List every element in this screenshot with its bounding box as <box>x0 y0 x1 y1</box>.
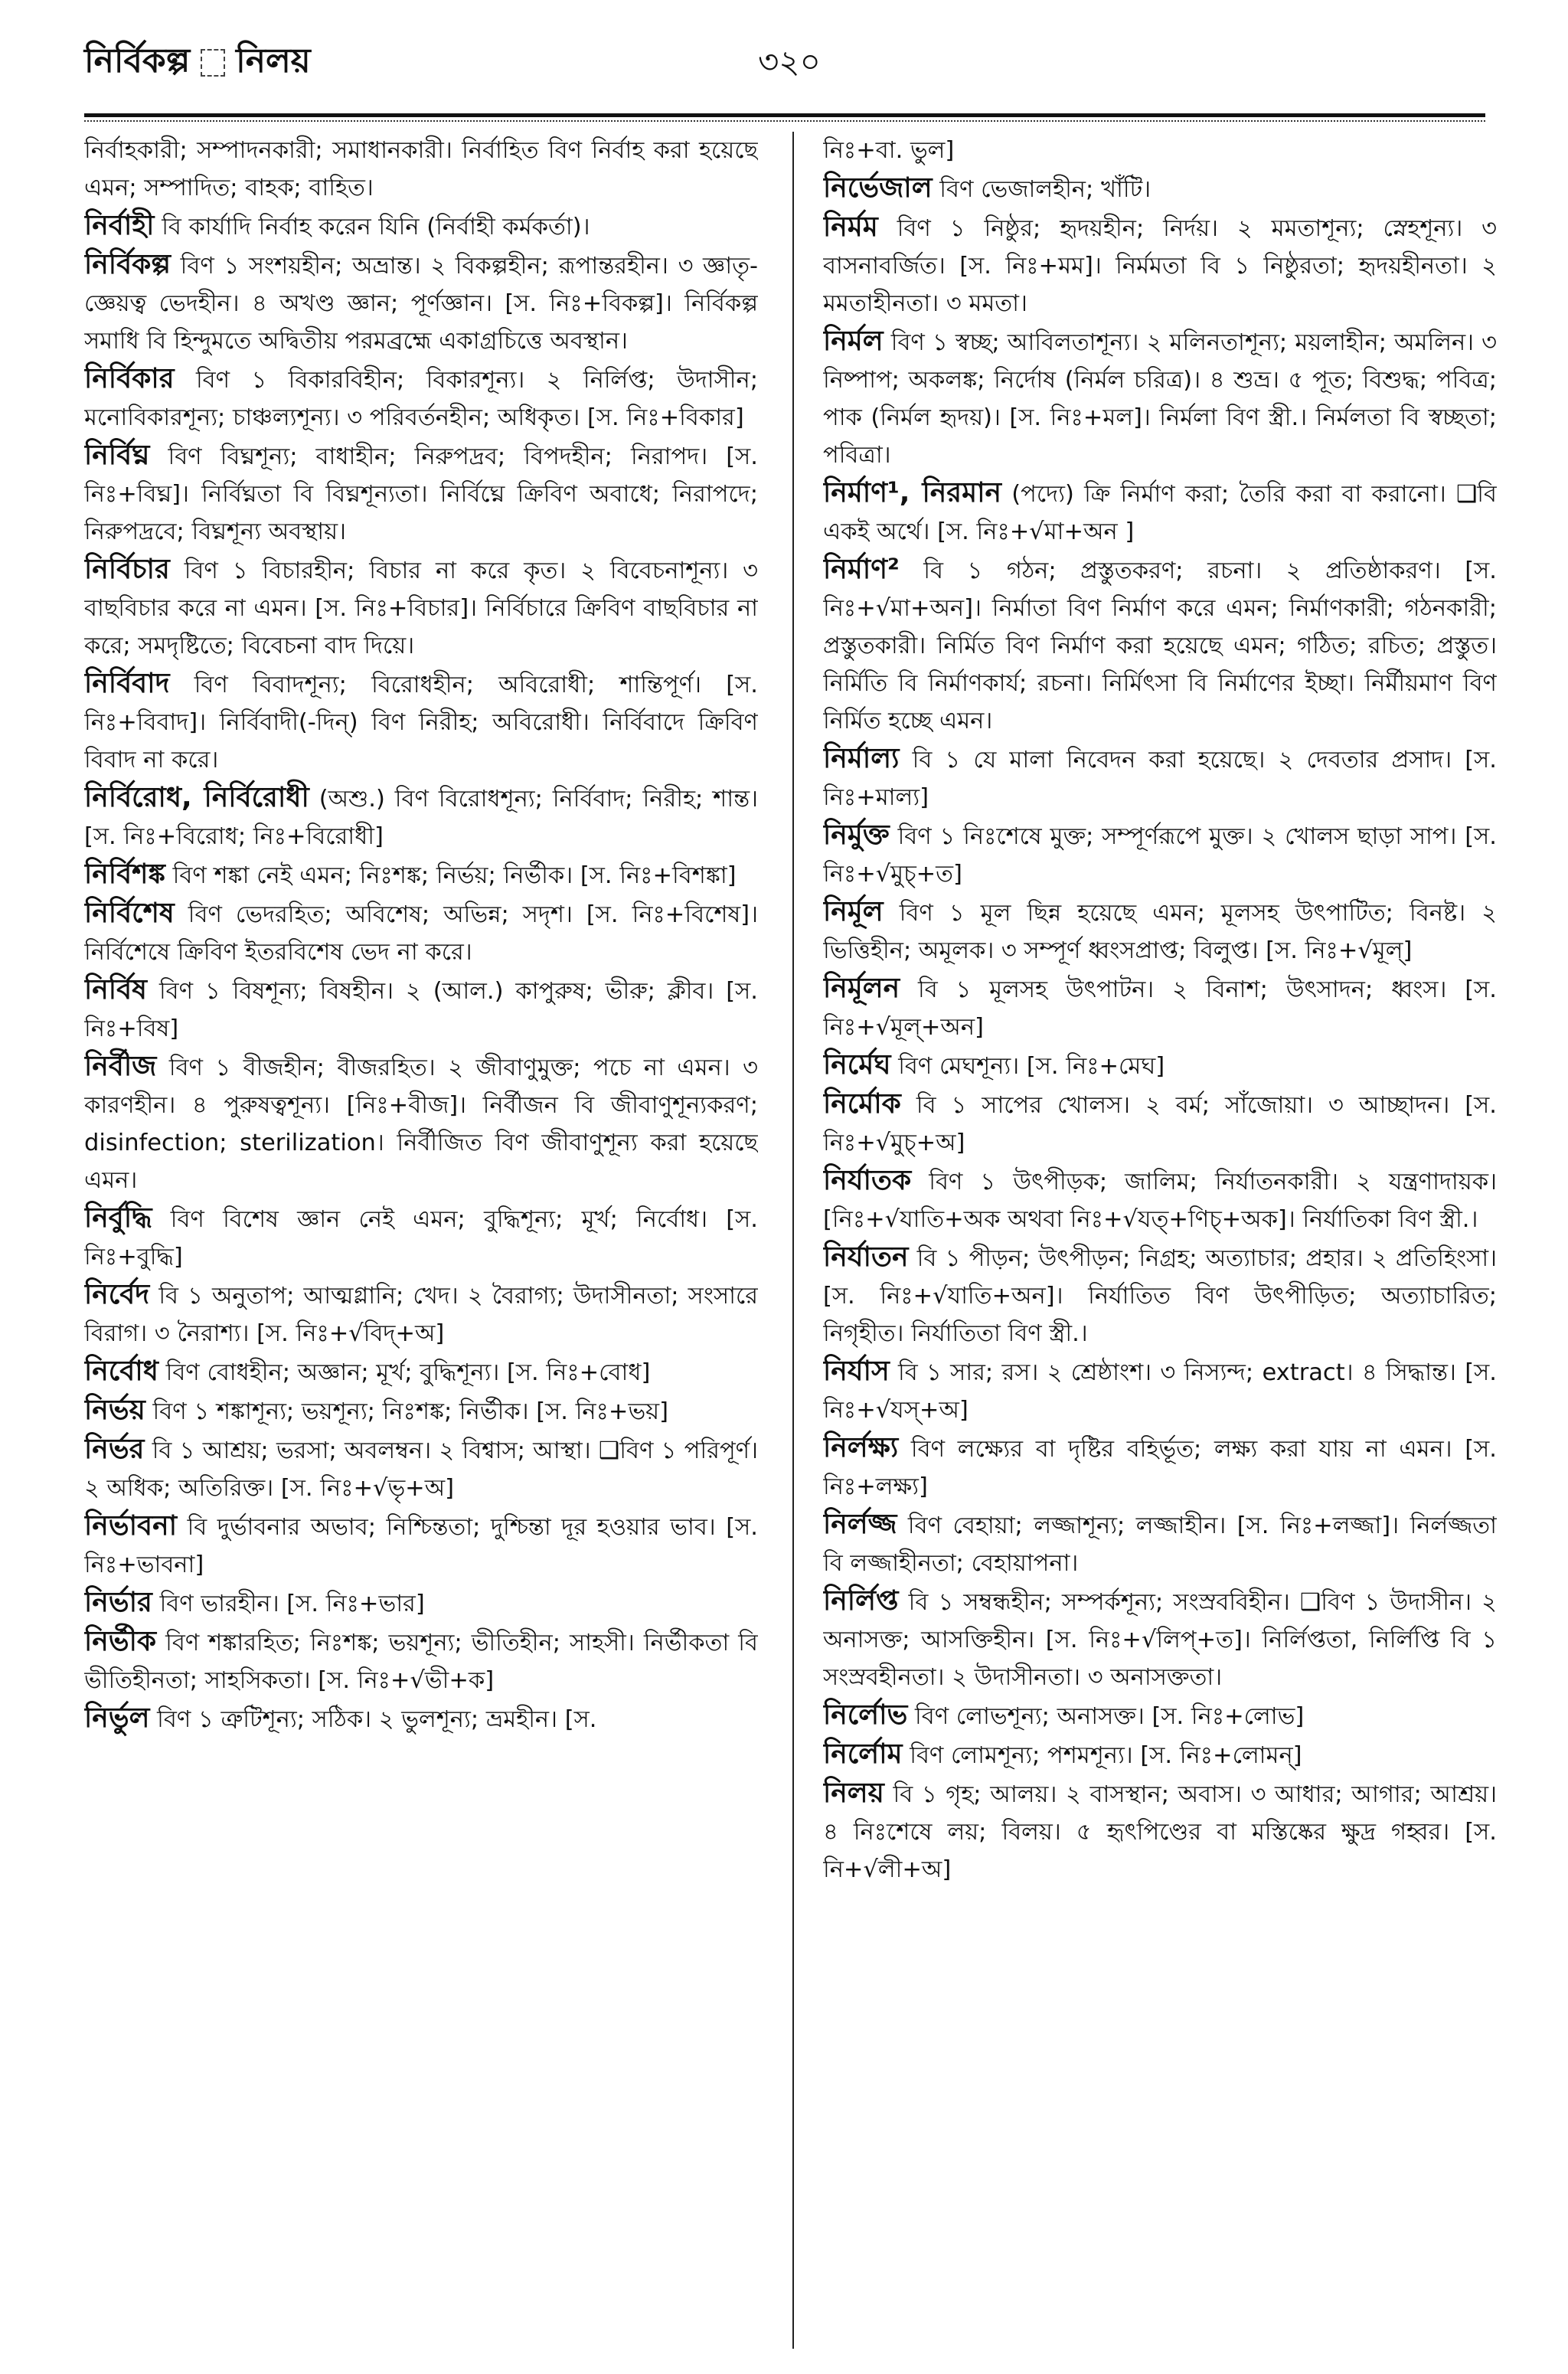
entry-headword: নির্মূল <box>823 896 884 927</box>
page-number: ৩২০ <box>758 43 821 80</box>
entry-definition: বিণ ১ শঙ্কাশূন্য; ভয়শূন্য; নিঃশঙ্ক; নির্ভীক। [স. নিঃ+ভয়] <box>152 1398 669 1425</box>
entry-definition: নিঃ+বা. ভুল] <box>823 137 955 164</box>
entry-definition: বি ১ পীড়ন; উৎপীড়ন; নিগ্রহ; অত্যাচার; প্রহার। ২ প্রতিহিংসা। [স. নিঃ+√যাতি+অন]। নির্যাতিত বিণ উৎপীড়িত; অত্যাচারিত; নিগৃহীত। নির্যাতিতা বিণ স্ত্রী.। <box>823 1245 1497 1347</box>
dictionary-entry <box>823 1162 1497 1238</box>
guide-word-first: নির্বিকল্প <box>84 41 191 80</box>
dictionary-entry <box>84 894 758 971</box>
entry-headword: নির্ভুল <box>84 1702 150 1734</box>
entry-definition: বি ১ গৃহ; আলয়। ২ বাসস্থান; অবাস। ৩ আধার; আগার; আশ্রয়। ৪ নিঃশেষে লয়; বিলয়। ৫ হৃৎপিণ্ডের বা মস্তিষ্কের ক্ষুদ্র গহ্বর। [স. নি+√লী+অ] <box>823 1781 1497 1883</box>
entry-definition: (পদ্যে) ক্রি নির্মাণ করা; তৈরি করা বা করানো। ❑বি একই অর্থে। [স. নিঃ+√মা+অন ] <box>823 481 1497 545</box>
entry-definition: বিণ মেঘশূন্য। [স. নিঃ+মেঘ] <box>898 1053 1165 1080</box>
dictionary-entry <box>823 1046 1497 1085</box>
dictionary-entry <box>84 1276 758 1352</box>
entry-definition: বি ১ সার; রস। ২ শ্রেষ্ঠাংশ। ৩ নিস্যন্দ; extract। ৪ সিদ্ধান্ত। [স. নিঃ+√যস্+অ] <box>823 1359 1497 1424</box>
entry-definition: (অশু.) বিণ বিরোধশূন্য; নির্বিবাদ; নিরীহ; শান্ত। [স. নিঃ+বিরোধ; নিঃ+বিরোধী] <box>84 786 758 850</box>
entry-definition: বিণ ১ বিকারবিহীন; বিকারশূন্য। ২ নির্লিপ্ত; উদাসীন; মনোবিকারশূন্য; চাঞ্চল্যশূন্য। ৩ পরিবর্তনহীন; অধিকৃত। [স. নিঃ+বিকার] <box>84 367 758 431</box>
dictionary-entry <box>823 208 1497 322</box>
entry-headword: নির্ভার <box>84 1587 152 1618</box>
dictionary-entry <box>84 1391 758 1431</box>
dictionary-entry <box>823 169 1497 208</box>
entry-definition: বিণ লক্ষ্যের বা দৃষ্টির বহির্ভূত; লক্ষ্য করা যায় না এমন। [স. নিঃ+লক্ষ্য] <box>823 1436 1497 1500</box>
dictionary-entry <box>84 207 758 246</box>
entry-headword: নির্ভর <box>84 1434 145 1465</box>
dictionary-entry <box>84 1507 758 1584</box>
entry-definition: বি ১ অনুতাপ; আত্মগ্লানি; খেদ। ২ বৈরাগ্য; উদাসীনতা; সংসারে বিরাগ। ৩ নৈরাশ্য। [স. নিঃ+√বিদ্+অ] <box>84 1283 758 1347</box>
entry-headword: নির্বুদ্ধি <box>84 1202 152 1234</box>
dictionary-entry <box>823 1238 1497 1352</box>
dictionary-entry <box>823 1352 1497 1429</box>
entry-definition: বিণ ভারহীন। [স. নিঃ+ভার] <box>159 1591 425 1617</box>
entry-headword: নির্ভয় <box>84 1395 145 1426</box>
entry-definition: বি ১ যে মালা নিবেদন করা হয়েছে। ২ দেবতার প্রসাদ। [স. নিঃ+মাল্য] <box>823 747 1497 811</box>
right-column <box>823 132 1497 2349</box>
entry-definition: বিণ ১ সংশয়হীন; অভ্রান্ত। ২ বিকল্পহীন; রূপান্তরহীন। ৩ জ্ঞাতৃ-জ্ঞেয়ত্ব ভেদহীন। ৪ অখণ্ড জ্ঞান; পূর্ণজ্ঞান। [স. নিঃ+বিকল্প]। নির্বিকল্প সমাধি বি হিন্দুমতে অদ্বিতীয় পরমব্রহ্মে একাগ্রচিত্তে অবস্থান। <box>84 253 758 355</box>
entry-headword: নির্বেদ <box>84 1279 150 1310</box>
entry-definition: বিণ ১ মূল ছিন্ন হয়েছে এমন; মূলসহ উৎপাটিত; বিনষ্ট। ২ ভিত্তিহীন; অমূলক। ৩ সম্পূর্ণ ধ্বংসপ্রাপ্ত; বিলুপ্ত। [স. নিঃ+√মূল্] <box>823 900 1497 964</box>
dictionary-entry <box>84 665 758 779</box>
entry-definition: বিণ ১ উৎপীড়ক; জালিম; নির্যাতনকারী। ২ যন্ত্রণাদায়ক। [নিঃ+√যাতি+অক অথবা নিঃ+√যত্+ণিচ্+অক]। নির্যাতিকা বিণ স্ত্রী.। <box>823 1169 1497 1233</box>
dictionary-entry <box>823 1735 1497 1774</box>
entry-definition: বিণ শঙ্কারহিত; নিঃশঙ্ক; ভয়শূন্য; ভীতিহীন; সাহসী। নির্ভীকতা বি ভীতিহীনতা; সাহসিকতা। [স. নিঃ+√ভী+ক] <box>84 1630 758 1694</box>
entry-headword: নির্ভাবনা <box>84 1510 178 1542</box>
entry-headword: নির্ভেজাল <box>823 172 933 204</box>
entry-headword: নির্বিষ <box>84 974 147 1006</box>
entry-definition: বিণ ১ বিচারহীন; বিচার না করে কৃত। ২ বিবেচনাশূন্য। ৩ বাছবিচার করে না এমন। [স. নিঃ+বিচার]। নির্বিচারে ক্রিবিণ বাছবিচার না করে; সমদৃষ্টিতে; বিবেচনা বাদ দিয়ে। <box>84 558 758 659</box>
entry-definition: নির্বাহকারী; সম্পাদনকারী; সমাধানকারী। নির্বাহিত বিণ নির্বাহ করা হয়েছে এমন; সম্পাদিত; বাহক; বাহিত। <box>84 137 758 201</box>
entry-definition: বি ১ মূলসহ উৎপাটন। ২ বিনাশ; উৎসাদন; ধ্বংস। [স. নিঃ+√মূল্+অন] <box>823 976 1497 1041</box>
entry-definition: বিণ ১ ত্রুটিশূন্য; সঠিক। ২ ভুলশূন্য; ভ্রমহীন। [স. <box>157 1706 597 1733</box>
dictionary-entry <box>84 246 758 360</box>
dictionary-entry <box>823 1429 1497 1506</box>
entry-definition: বি ১ আশ্রয়; ভরসা; অবলম্বন। ২ বিশ্বাস; আস্থা। ❑বিণ ১ পরিপূর্ণ। ২ অধিক; অতিরিক্ত। [স. নিঃ+√ভৃ+অ] <box>84 1437 758 1502</box>
entry-definition: বিণ বিঘ্নশূন্য; বাধাহীন; নিরুপদ্রব; বিপদহীন; নিরাপদ। [স. নিঃ+বিঘ্ন]। নির্বিঘ্নতা বি বিঘ্নশূন্যতা। নির্বিঘ্নে ক্রিবিণ অবাধে; নিরাপদে; নিরুপদ্রবে; বিঘ্নশূন্য অবস্থায়। <box>84 443 758 545</box>
entry-definition: বি ১ গঠন; প্রস্তুতকরণ; রচনা। ২ প্রতিষ্ঠাকরণ। [স. নিঃ+√মা+অন]। নির্মাতা বিণ নির্মাণ করে এমন; নির্মাণকারী; গঠনকারী; প্রস্তুতকারী। নির্মিত বিণ নির্মাণ করা হয়েছে এমন; গঠিত; রচিত; প্রস্তুত। নির্মিতি বি নির্মাণকার্য; রচনা। নির্মিৎসা বি নির্মাণের ইচ্ছা। নির্মীয়মাণ বিণ নির্মিত হচ্ছে এমন। <box>823 558 1497 734</box>
entry-headword: নির্বিচার <box>84 554 170 585</box>
entry-definition: বিণ ১ বীজহীন; বীজরহিত। ২ জীবাণুমুক্ত; পচে না এমন। ৩ কারণহীন। ৪ পুরুষত্বশূন্য। [নিঃ+বীজ]। নির্বীজন বি জীবাণুশূন্যকরণ; disinfection; sterilization। নির্বীজিত বিণ জীবাণুশূন্য করা হয়েছে এমন। <box>84 1055 758 1194</box>
dictionary-entry <box>84 1352 758 1391</box>
entry-headword: নির্বিবাদ <box>84 668 170 699</box>
separator-box-icon <box>201 49 225 77</box>
header-rule <box>84 113 1485 117</box>
entry-definition: বিণ ১ নিঃশেষে মুক্ত; সম্পূর্ণরূপে মুক্ত। ২ খোলস ছাড়া সাপ। [স. নিঃ+√মুচ্+ত] <box>823 823 1497 888</box>
entry-definition: বিণ বোধহীন; অজ্ঞান; মূর্খ; বুদ্ধিশূন্য। [স. নিঃ+বোধ] <box>165 1359 651 1386</box>
dictionary-entry <box>84 1623 758 1699</box>
entry-headword: নির্মূলন <box>823 973 900 1004</box>
entry-definition: বিণ ভেদরহিত; অবিশেষ; অভিন্ন; সদৃশ। [স. নিঃ+বিশেষ]। নির্বিশেষে ক্রিবিণ ইতরবিশেষ ভেদ না করে। <box>84 901 758 966</box>
dictionary-entry <box>823 474 1497 551</box>
guide-words <box>84 35 311 91</box>
entry-definition: বিণ বিবাদশূন্য; বিরোধহীন; অবিরোধী; শান্তিপূর্ণ। [স. নিঃ+বিবাদ]। নির্বিবাদী(-দিন্) বিণ নিরীহ; অবিরোধী। নির্বিবাদে ক্রিবিণ বিবাদ না করে। <box>84 672 758 773</box>
entry-headword: নির্লোম <box>823 1738 903 1770</box>
entry-definition: বি কার্যাদি নির্বাহ করেন যিনি (নির্বাহী কর্মকর্তা)। <box>162 214 590 240</box>
dictionary-entry <box>84 437 758 551</box>
entry-headword: নির্বিশঙ্ক <box>84 858 165 890</box>
entry-definition: বিণ ১ স্বচ্ছ; আবিলতাশূন্য। ২ মলিনতাশূন্য; ময়লাহীন; অমলিন। ৩ নিষ্পাপ; অকলঙ্ক; নির্দোষ (নির্মল চরিত্র)। ৪ শুভ্র। ৫ পূত; বিশুদ্ধ; পবিত্র; পাক (নির্মল হৃদয়)। [স. নিঃ+মল]। নির্মলা বিণ স্ত্রী.। নির্মলতা বি স্বচ্ছতা; পবিত্রা। <box>823 329 1497 469</box>
dictionary-entry <box>84 1199 758 1276</box>
entry-headword: নির্ভীক <box>84 1626 157 1657</box>
entry-definition: বি ১ সাপের খোলস। ২ বর্ম; সাঁজোয়া। ৩ আচ্ছাদন। [স. নিঃ+√মুচ্+অ] <box>823 1092 1497 1156</box>
dictionary-entry <box>823 740 1497 816</box>
entry-headword: নির্মাণ¹, নিরমান <box>823 477 1001 508</box>
entry-headword: নিলয় <box>823 1777 884 1809</box>
dictionary-entry <box>823 1774 1497 1888</box>
dictionary-entry <box>823 1582 1497 1696</box>
dictionary-entry <box>84 132 758 207</box>
entry-definition: বিণ ১ নিষ্ঠুর; হৃদয়হীন; নির্দয়। ২ মমতাশূন্য; স্নেহশূন্য। ৩ বাসনাবর্জিত। [স. নিঃ+মম]। নির্মমতা বি ১ নিষ্ঠুরতা; হৃদয়হীনতা। ২ মমতাহীনতা। ৩ মমতা। <box>823 215 1497 317</box>
entry-definition: বিণ ভেজালহীন; খাঁটি। <box>939 176 1152 203</box>
entry-definition: বিণ শঙ্কা নেই এমন; নিঃশঙ্ক; নির্ভয়; নির্ভীক। [স. নিঃ+বিশঙ্কা] <box>172 862 737 889</box>
entry-headword: নির্মেঘ <box>823 1049 891 1081</box>
page-header <box>84 31 1485 92</box>
entry-definition: বিণ বিশেষ জ্ঞান নেই এমন; বুদ্ধিশূন্য; মূর্খ; নির্বোধ। [স. নিঃ+বুদ্ধি] <box>84 1206 758 1270</box>
dictionary-entry <box>84 1431 758 1507</box>
dictionary-entry <box>823 1085 1497 1162</box>
entry-headword: নির্যাতন <box>823 1241 909 1273</box>
entry-headword: নির্মম <box>823 211 878 243</box>
entry-headword: নির্লক্ষ্য <box>823 1432 899 1463</box>
entry-definition: বিণ বেহায়া; লজ্জাশূন্য; লজ্জাহীন। [স. নিঃ+লজ্জা]। নির্লজ্জতা বি লজ্জাহীনতা; বেহায়াপনা। <box>823 1512 1497 1577</box>
entry-definition: বি ১ সম্বন্ধহীন; সম্পর্কশূন্য; সংস্রববিহীন। ❑বিণ ১ উদাসীন। ২ অনাসক্ত; আসক্তিহীন। [স. নিঃ+√লিপ্+ত]। নির্লিপ্ততা, নির্লিপ্তি বি ১ সংস্রবহীনতা। ২ উদাসীনতা। ৩ অনাসক্ততা। <box>823 1589 1497 1691</box>
entry-definition: বিণ লোভশূন্য; অনাসক্ত। [স. নিঃ+লোভ] <box>915 1703 1305 1730</box>
entry-headword: নির্বাহী <box>84 210 155 241</box>
entry-headword: নির্বীজ <box>84 1051 157 1082</box>
entry-headword: নির্মুক্ত <box>823 819 890 851</box>
entry-headword: নির্বিশেষ <box>84 898 175 929</box>
dictionary-entry <box>84 779 758 855</box>
entry-definition: বি দুর্ভাবনার অভাব; নিশ্চিন্ততা; দুশ্চিন্তা দূর হওয়ার ভাব। [স. নিঃ+ভাবনা] <box>84 1514 758 1578</box>
entry-headword: নির্যাস <box>823 1355 890 1387</box>
dictionary-entry <box>84 1048 758 1199</box>
entry-definition: বিণ ১ বিষশূন্য; বিষহীন। ২ (আল.) কাপুরুষ; ভীরু; ক্লীব। [স. নিঃ+বিষ] <box>84 978 758 1042</box>
dictionary-entry <box>823 322 1497 474</box>
dictionary-entry <box>84 971 758 1048</box>
entry-headword: নির্বিকার <box>84 363 175 394</box>
dictionary-entry <box>823 1506 1497 1582</box>
column-divider <box>792 132 794 2349</box>
dictionary-entry <box>84 551 758 665</box>
dictionary-entry <box>84 1584 758 1623</box>
entry-headword: নির্মল <box>823 325 884 357</box>
left-column <box>84 132 758 2349</box>
dictionary-entry <box>84 855 758 894</box>
entry-headword: নির্বিকল্প <box>84 249 172 280</box>
entry-headword: নির্লোভ <box>823 1699 908 1731</box>
dictionary-entry <box>823 132 1497 169</box>
dictionary-entry <box>84 360 758 437</box>
entry-headword: নির্যাতক <box>823 1165 912 1196</box>
entry-headword: নির্বোধ <box>84 1355 158 1387</box>
dictionary-entry <box>84 1699 758 1738</box>
entry-headword: নির্লজ্জ <box>823 1509 897 1540</box>
dictionary-entry <box>823 970 1497 1046</box>
dictionary-entry <box>823 551 1497 740</box>
entry-headword: নির্মাণ² <box>823 554 900 585</box>
guide-word-last: নিলয় <box>236 41 311 80</box>
dictionary-entry <box>823 893 1497 970</box>
entry-headword: নির্মোক <box>823 1088 901 1120</box>
dictionary-entry <box>823 1696 1497 1735</box>
dictionary-entry <box>823 816 1497 893</box>
entry-headword: নির্বিঘ্ন <box>84 440 150 471</box>
entry-headword: নির্লিপ্ত <box>823 1585 899 1617</box>
entry-headword: নির্বিরোধ, নির্বিরোধী <box>84 782 309 813</box>
entry-headword: নির্মাল্য <box>823 743 900 774</box>
entry-definition: বিণ লোমশূন্য; পশমশূন্য। [স. নিঃ+লোমন্] <box>910 1742 1302 1769</box>
header-rule-dotted <box>84 120 1485 122</box>
